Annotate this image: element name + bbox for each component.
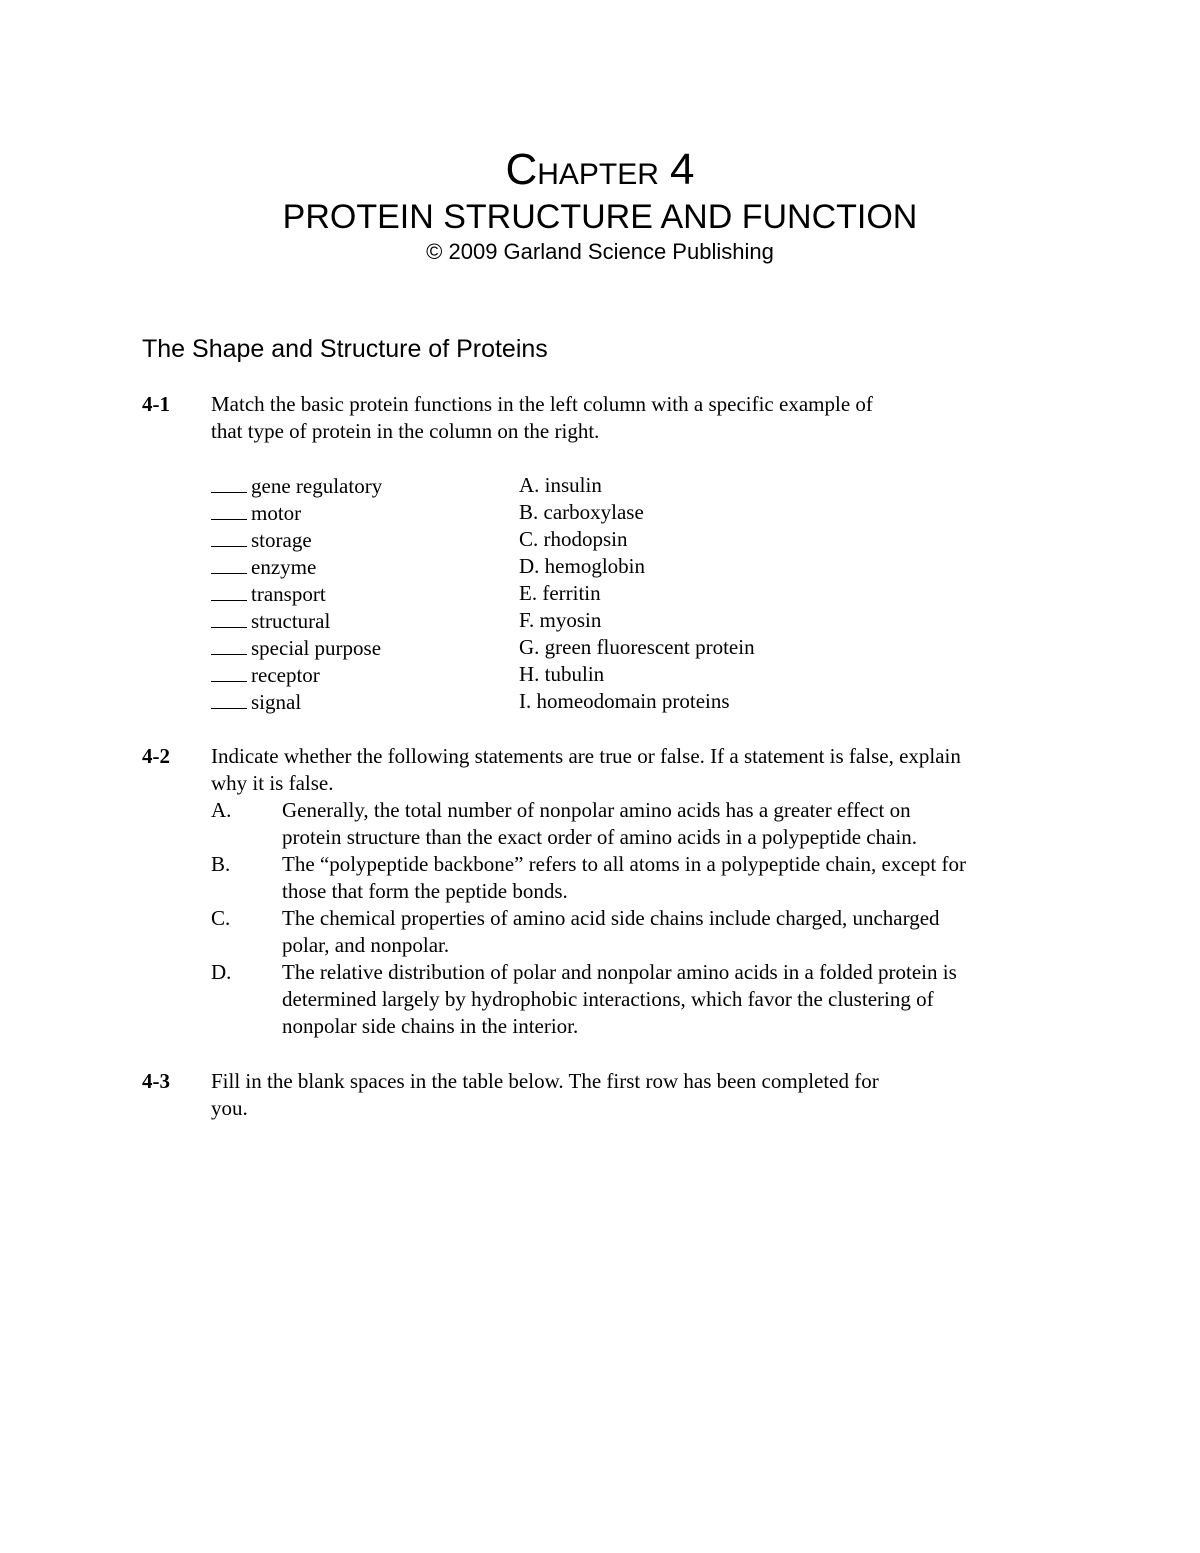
function-label: signal xyxy=(251,690,302,714)
answer-blank[interactable] xyxy=(211,634,247,655)
match-row xyxy=(211,580,911,607)
question-4-2-line-2: why it is false. xyxy=(211,771,334,795)
match-row xyxy=(211,607,911,634)
statement-letter: C. xyxy=(211,906,231,930)
answer-blank[interactable] xyxy=(211,688,247,709)
match-row xyxy=(211,526,911,553)
statement-text-line: The relative distribution of polar and nonpolar amino acids in a folded protein is xyxy=(282,960,957,984)
question-4-2-line-1: Indicate whether the following statements are true or false. If a statement is false, explain xyxy=(211,744,961,768)
statement-text-line: determined largely by hydrophobic interactions, which favor the clustering of xyxy=(282,987,934,1011)
question-4-3-line-2: you. xyxy=(211,1096,248,1120)
function-label: receptor xyxy=(251,663,320,687)
section-heading: The Shape and Structure of Proteins xyxy=(142,335,548,363)
statement-list xyxy=(211,797,1071,1040)
answer-blank[interactable] xyxy=(211,580,247,601)
statement-text-line: protein structure than the exact order of amino acids in a polypeptide chain. xyxy=(282,825,918,849)
example-label: F. myosin xyxy=(519,608,602,632)
statement-text-line: nonpolar side chains in the interior. xyxy=(282,1014,579,1038)
match-row xyxy=(211,661,911,688)
match-row xyxy=(211,634,911,661)
question-number-4-1: 4-1 xyxy=(142,392,170,416)
chapter-initial: C xyxy=(505,145,538,194)
statement-letter: B. xyxy=(211,852,231,876)
question-4-1-line-1: Match the basic protein functions in the left column with a specific example of xyxy=(211,392,873,416)
statement-item xyxy=(211,797,1071,851)
example-label: A. insulin xyxy=(519,473,602,497)
statement-text-line: polar, and nonpolar. xyxy=(282,933,450,957)
copyright-line: © 2009 Garland Science Publishing xyxy=(426,239,774,264)
match-left-item xyxy=(211,634,381,662)
answer-blank[interactable] xyxy=(211,499,247,520)
answer-blank[interactable] xyxy=(211,607,247,628)
question-number-4-2: 4-2 xyxy=(142,744,170,768)
statement-item xyxy=(211,851,1071,905)
statement-text-line: The chemical properties of amino acid side chains include charged, uncharged xyxy=(282,906,940,930)
function-label: enzyme xyxy=(251,555,317,579)
example-label: D. hemoglobin xyxy=(519,554,645,578)
match-left-item xyxy=(211,607,330,635)
statement-letter: D. xyxy=(211,960,232,984)
function-label: gene regulatory xyxy=(251,474,383,498)
example-label: B. carboxylase xyxy=(519,500,644,524)
match-left-item xyxy=(211,526,312,554)
statement-text-line: Generally, the total number of nonpolar amino acids has a greater effect on xyxy=(282,798,911,822)
match-left-item xyxy=(211,499,301,527)
match-left-item xyxy=(211,661,320,689)
answer-blank[interactable] xyxy=(211,472,247,493)
example-label: C. rhodopsin xyxy=(519,527,628,551)
statement-text-line: The “polypeptide backbone” refers to all atoms in a polypeptide chain, except for xyxy=(282,852,966,876)
chapter-number: 4 xyxy=(670,145,695,194)
statement-item xyxy=(211,905,1071,959)
match-row xyxy=(211,472,911,499)
statement-letter: A. xyxy=(211,798,232,822)
matching-list xyxy=(211,472,911,715)
function-label: structural xyxy=(251,609,331,633)
chapter-title: PROTEIN STRUCTURE AND FUNCTION xyxy=(282,198,918,236)
match-left-item xyxy=(211,553,316,581)
function-label: special purpose xyxy=(251,636,382,660)
example-label: I. homeodomain proteins xyxy=(519,689,730,713)
statement-text-line: those that form the peptide bonds. xyxy=(282,879,568,903)
function-label: storage xyxy=(251,528,312,552)
match-left-item xyxy=(211,688,301,716)
match-left-item xyxy=(211,580,326,608)
question-4-1-line-2: that type of protein in the column on the right. xyxy=(211,419,600,443)
question-number-4-3: 4-3 xyxy=(142,1069,170,1093)
function-label: transport xyxy=(251,582,326,606)
answer-blank[interactable] xyxy=(211,553,247,574)
statement-item xyxy=(211,959,1071,1040)
match-row xyxy=(211,688,911,715)
match-row xyxy=(211,499,911,526)
example-label: E. ferritin xyxy=(519,581,601,605)
match-left-item xyxy=(211,472,382,500)
example-label: H. tubulin xyxy=(519,662,605,686)
question-4-3-line-1: Fill in the blank spaces in the table below. The first row has been completed for xyxy=(211,1069,879,1093)
match-row xyxy=(211,553,911,580)
answer-blank[interactable] xyxy=(211,526,247,547)
chapter-word: HAPTER xyxy=(537,158,659,191)
function-label: motor xyxy=(251,501,302,525)
example-label: G. green fluorescent protein xyxy=(519,635,755,659)
answer-blank[interactable] xyxy=(211,661,247,682)
